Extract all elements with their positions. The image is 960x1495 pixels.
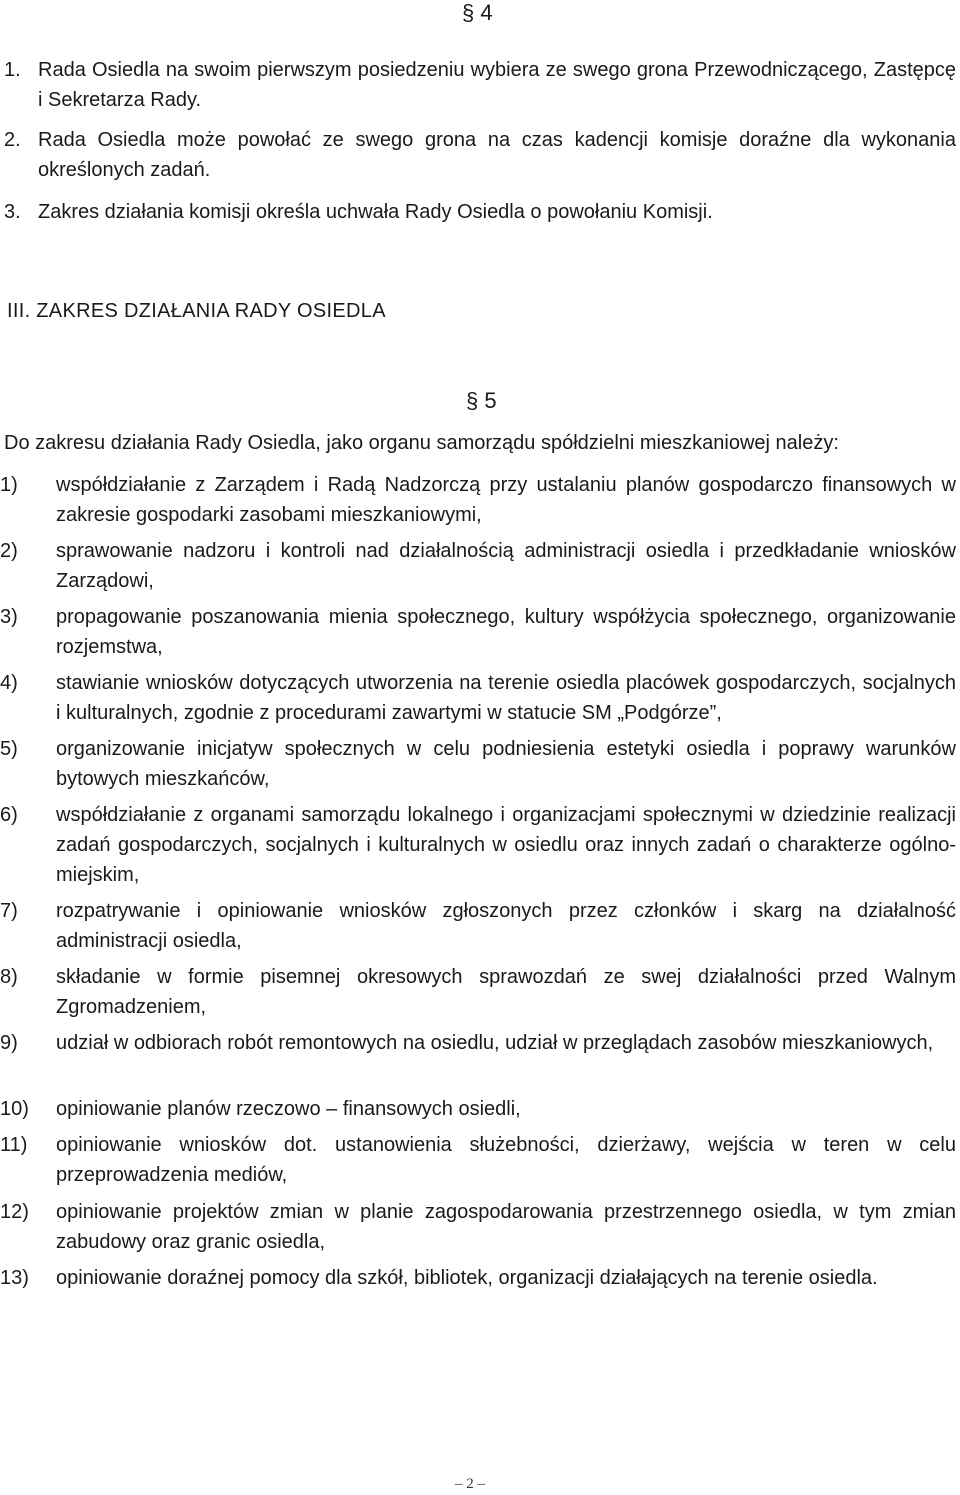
item-text: sprawowanie nadzoru i kontroli nad działalnością administracji osiedla i przedkładanie wniosków Zarządowi, [56,540,956,592]
item-number: 3) [0,606,18,628]
item-number: 2) [0,540,18,562]
item-number: 4) [0,672,18,694]
item-text: opiniowanie doraźnej pomocy dla szkół, bibliotek, organizacji działających na terenie osiedla. [56,1267,878,1289]
item-number: 10) [0,1098,29,1120]
item-text: składanie w formie pisemnej okresowych sprawozdań ze swej działalności przed Walnym Zgromadzeniem, [56,966,956,1018]
section-5-intro: Do zakresu działania Rady Osiedla, jako organu samorządu spółdzielni mieszkaniowej należy: [4,432,839,454]
item-text: opiniowanie wniosków dot. ustanowienia służebności, dzierżawy, wejścia w teren w celu przeprowadzenia mediów, [56,1134,956,1186]
item-number: 12) [0,1201,29,1223]
item-text: organizowanie inicjatyw społecznych w celu podniesienia estetyki osiedla i poprawy warunków bytowych mieszkańców, [56,738,956,790]
chapter-heading: III. ZAKRES DZIAŁANIA RADY OSIEDLA [7,300,386,322]
item-number: 9) [0,1032,18,1054]
item-text: opiniowanie planów rzeczowo – finansowych osiedli, [56,1098,521,1120]
item-number: 3. [4,201,21,223]
section-4-symbol: § 4 [462,0,493,25]
section-5-symbol: § 5 [466,388,497,413]
item-text: Zakres działania komisji określa uchwała Rady Osiedla o powołaniu Komisji. [38,201,713,223]
item-text: współdziałanie z Zarządem i Radą Nadzorczą przy ustalaniu planów gospodarczo finansowych w zakresie gospodarki zasobami mieszkaniowymi, [56,474,956,526]
item-text: rozpatrywanie i opiniowanie wniosków zgłoszonych przez członków i skarg na działalność administracji osiedla, [56,900,956,952]
item-number: 13) [0,1267,29,1289]
item-text: udział w odbiorach robót remontowych na osiedlu, udział w przeglądach zasobów mieszkaniowych, [56,1032,934,1054]
page-number: – 2 – [455,1476,485,1492]
item-text: propagowanie poszanowania mienia społecznego, kultury współżycia społecznego, organizowanie rozjemstwa, [56,606,956,658]
item-number: 1) [0,474,18,496]
item-number: 6) [0,804,18,826]
item-number: 8) [0,966,18,988]
item-number: 7) [0,900,18,922]
item-number: 5) [0,738,18,760]
item-text: współdziałanie z organami samorządu lokalnego i organizacjami społecznymi w dziedzinie realizacji zadań gospodarczych, socjalnych i kulturalnych w osiedlu oraz innych zadań o charakterze ogólno-miejskim, [56,804,956,886]
item-text: Rada Osiedla może powołać ze swego grona na czas kadencji komisje doraźne dla wykonania określonych zadań. [38,129,956,181]
item-number: 1. [4,59,21,81]
item-number: 11) [0,1134,28,1156]
item-text: opiniowanie projektów zmian w planie zagospodarowania przestrzennego osiedla, w tym zmian zabudowy oraz granic osiedla, [56,1201,956,1253]
item-number: 2. [4,129,21,151]
item-text: Rada Osiedla na swoim pierwszym posiedzeniu wybiera ze swego grona Przewodniczącego, Zastępcę i Sekretarza Rady. [38,59,956,111]
item-text: stawianie wniosków dotyczących utworzenia na terenie osiedla placówek gospodarczych, socjalnych i kulturalnych, zgodnie z procedurami zawartymi w statucie SM „Podgórze”, [56,672,956,724]
